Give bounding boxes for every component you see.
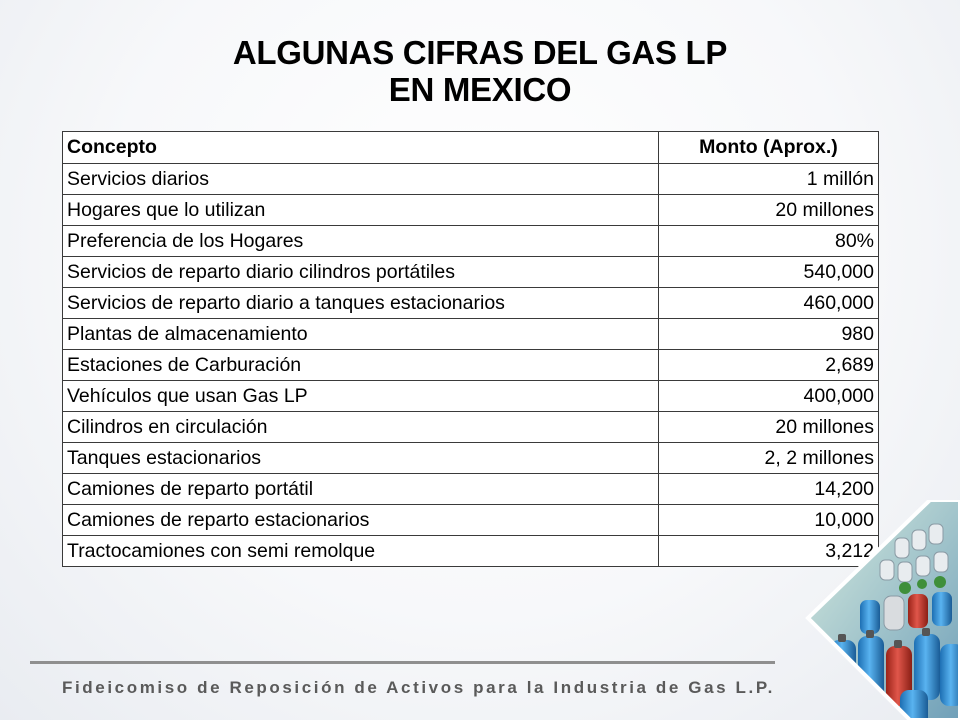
gas-cylinders-image — [800, 500, 960, 720]
slide-title — [0, 34, 960, 108]
header-amount: Monto (Aprox.) — [659, 132, 879, 164]
row-amount: 10,000 — [659, 505, 879, 536]
row-concept: Cilindros en circulación — [63, 412, 659, 443]
table-row — [63, 288, 879, 319]
title-line-1: ALGUNAS CIFRAS DEL GAS LP — [232, 34, 728, 71]
row-concept: Tractocamiones con semi remolque — [63, 536, 659, 567]
row-amount: 80% — [659, 226, 879, 257]
table-row — [63, 412, 879, 443]
row-amount: 460,000 — [659, 288, 879, 319]
row-concept: Vehículos que usan Gas LP — [63, 381, 659, 412]
row-amount: 980 — [659, 319, 879, 350]
row-concept: Preferencia de los Hogares — [63, 226, 659, 257]
figures-table — [62, 131, 879, 567]
row-amount: 20 millones — [659, 195, 879, 226]
table-row — [63, 257, 879, 288]
title-line-2: EN MEXICO — [388, 71, 572, 108]
table-row — [63, 350, 879, 381]
row-concept: Servicios de reparto diario a tanques estacionarios — [63, 288, 659, 319]
row-amount: 1 millón — [659, 164, 879, 195]
footer-divider — [30, 661, 775, 664]
row-concept: Camiones de reparto estacionarios — [63, 505, 659, 536]
header-concept: Concepto — [63, 132, 659, 164]
row-amount: 400,000 — [659, 381, 879, 412]
table-row — [63, 474, 879, 505]
row-amount: 2, 2 millones — [659, 443, 879, 474]
table-row — [63, 443, 879, 474]
table-row — [63, 226, 879, 257]
table-row — [63, 164, 879, 195]
table-row — [63, 195, 879, 226]
row-concept: Servicios de reparto diario cilindros portátiles — [63, 257, 659, 288]
table-row — [63, 505, 879, 536]
row-concept: Camiones de reparto portátil — [63, 474, 659, 505]
table-row — [63, 381, 879, 412]
row-amount: 20 millones — [659, 412, 879, 443]
footer-text: Fideicomiso de Reposición de Activos para la Industria de Gas L.P. — [62, 678, 775, 697]
row-amount: 2,689 — [659, 350, 879, 381]
row-concept: Hogares que lo utilizan — [63, 195, 659, 226]
row-concept: Tanques estacionarios — [63, 443, 659, 474]
row-concept: Servicios diarios — [63, 164, 659, 195]
row-amount: 540,000 — [659, 257, 879, 288]
table-header-row — [63, 132, 879, 164]
row-amount: 14,200 — [659, 474, 879, 505]
table-row — [63, 319, 879, 350]
row-concept: Estaciones de Carburación — [63, 350, 659, 381]
row-amount: 3,212 — [659, 536, 879, 567]
row-concept: Plantas de almacenamiento — [63, 319, 659, 350]
table-row — [63, 536, 879, 567]
